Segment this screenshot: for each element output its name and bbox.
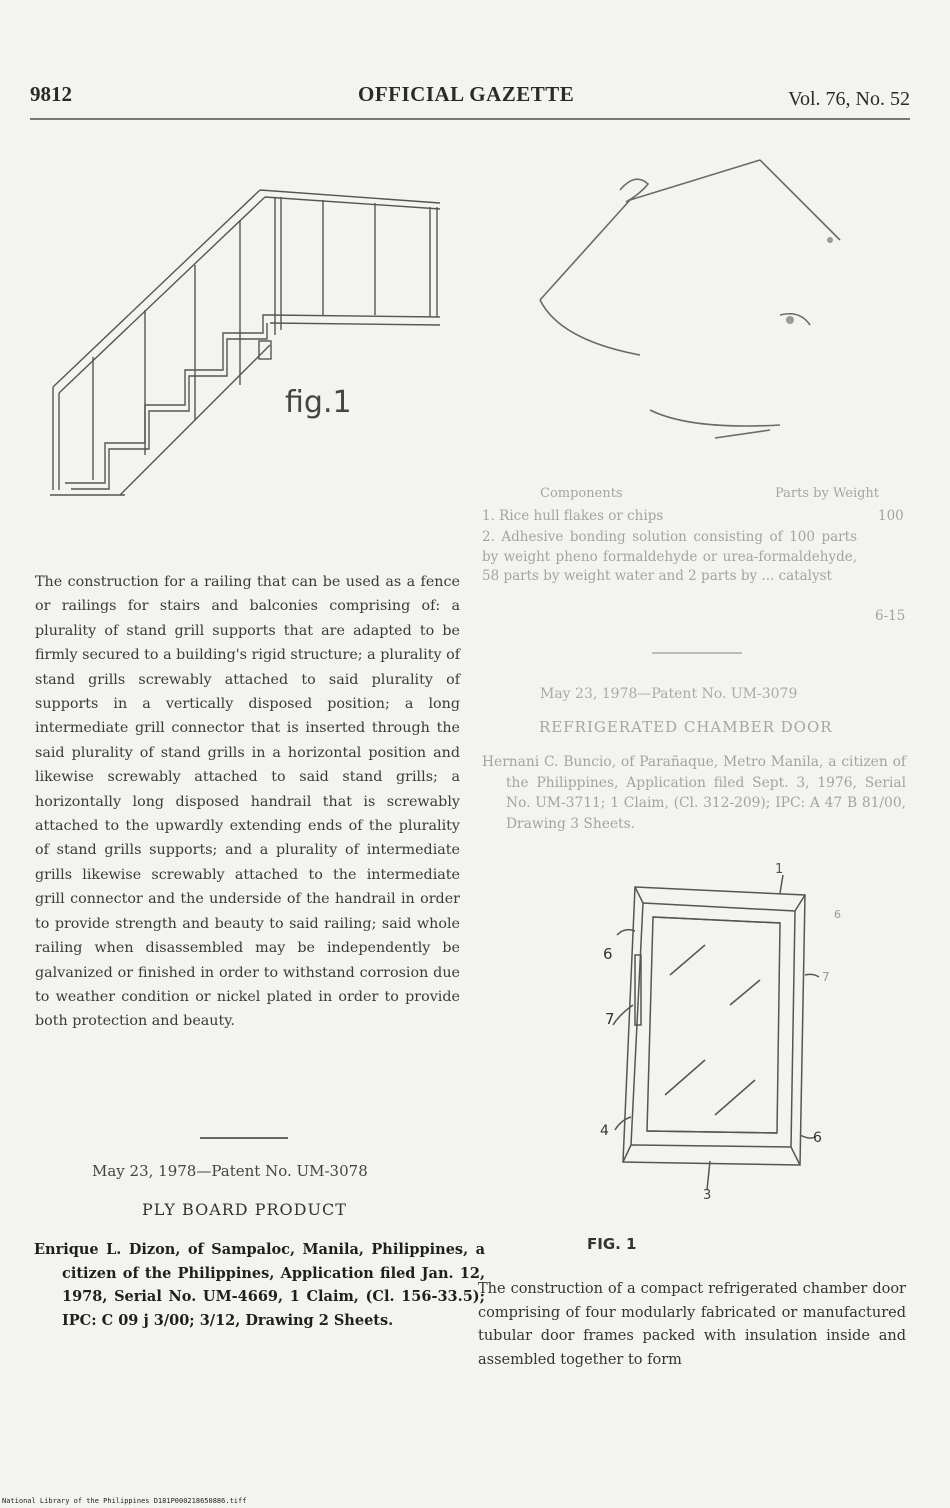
patent-title-ply-board: PLY BOARD PRODUCT xyxy=(142,1200,347,1219)
parts-by-weight-header: Parts by Weight xyxy=(775,486,880,501)
section-divider-right xyxy=(652,652,742,654)
door-callout-7-left: 7 xyxy=(605,1010,615,1028)
page-number: 9812 xyxy=(30,82,72,106)
scan-footer: National Library of the Philippines D181P000218650886.tiff xyxy=(2,1497,247,1505)
component-item-1-value: 100 xyxy=(878,508,904,524)
door-callout-7-right: 7 xyxy=(822,970,830,984)
header-rule xyxy=(30,118,910,120)
railing-description: The construction for a railing that can be used as a fence or railings for stairs and balconies comprising of: a plurality of stand grill supports that are adapted to be firmly secured to a building's rigid structure; a plurality of stand grills screwably attached to said plurality of supports in a vertically disposed position; a long intermediate grill connector that is inserted through the said plurality of stand grills in a horizontal position and likewise screwably attached to said stand grills; a horizontally long disposed handrail that is screwably attached to the upwardly extending ends of the plurality of stand grills supports; and a plurality of intermediate grills likewise screwably attached to the intermediate grill connector and the underside of the handrail in order to provide strength and beauty to said railing; said whole railing when disassembled may be independently be galvanized or finished in order to withstand corrosion due to weather condition or nickel plated in order to provide both protection and beauty. xyxy=(35,574,460,1030)
publication-title: OFFICIAL GAZETTE xyxy=(358,82,575,106)
refrigerated-door-description: The construction of a compact refrigerated chamber door comprising of four modularly fabricated or manufactured tubular door frames packed with insulation inside and assembled together to form xyxy=(478,1281,906,1368)
inventor-paragraph-dizon: Enrique L. Dizon, of Sampaloc, Manila, Philippines, a citizen of the Philippines, Application filed Jan. 12, 1978, Serial No. UM-4669, 1 Claim, (Cl. 156-33.5); IPC: C 09 j 3/00; 3/12, Drawing 2 Sheets. xyxy=(34,1241,485,1329)
railing-figure-label: fig.1 xyxy=(285,385,352,420)
door-callout-3: 3 xyxy=(703,1188,712,1203)
stair-railing-figure xyxy=(45,165,465,525)
patent-date-ply-board: May 23, 1978—Patent No. UM-3078 xyxy=(92,1162,368,1180)
door-callout-6-right: 6 xyxy=(813,1130,822,1146)
component-item-2-value: 6-15 xyxy=(875,608,906,624)
door-callout-6-top: 6 xyxy=(603,945,613,963)
door-callout-6-bottom: 6 xyxy=(834,908,841,921)
patent-title-refrigerated-door: REFRIGERATED CHAMBER DOOR xyxy=(539,718,833,736)
component-item-2: 2. Adhesive bonding solution consisting of 100 parts by weight pheno formaldehyde or urea-formaldehyde, 58 parts by weight water and 2 parts by ... catalyst xyxy=(482,529,857,585)
ply-board-figure xyxy=(530,160,850,470)
door-figure-label: FIG. 1 xyxy=(587,1235,637,1253)
section-divider-left xyxy=(200,1137,288,1139)
inventor-paragraph-buncio: Hernani C. Buncio, of Parañaque, Metro Manila, a citizen of the Philippines, Application filed Sept. 3, 1976, Serial No. UM-3711; 1 Claim, (Cl. 312-209); IPC: A 47 B 81/00, Drawing 3 Sheets. xyxy=(482,754,906,832)
components-header: Components xyxy=(540,486,623,501)
patent-date-refrigerated-door: May 23, 1978—Patent No. UM-3079 xyxy=(540,686,798,702)
door-callout-1: 1 xyxy=(775,862,784,877)
door-callout-4: 4 xyxy=(600,1123,609,1139)
refrigerated-door-figure xyxy=(595,865,845,1195)
volume-number: Vol. 76, No. 52 xyxy=(788,88,910,110)
component-item-1: 1. Rice hull flakes or chips xyxy=(482,508,664,524)
